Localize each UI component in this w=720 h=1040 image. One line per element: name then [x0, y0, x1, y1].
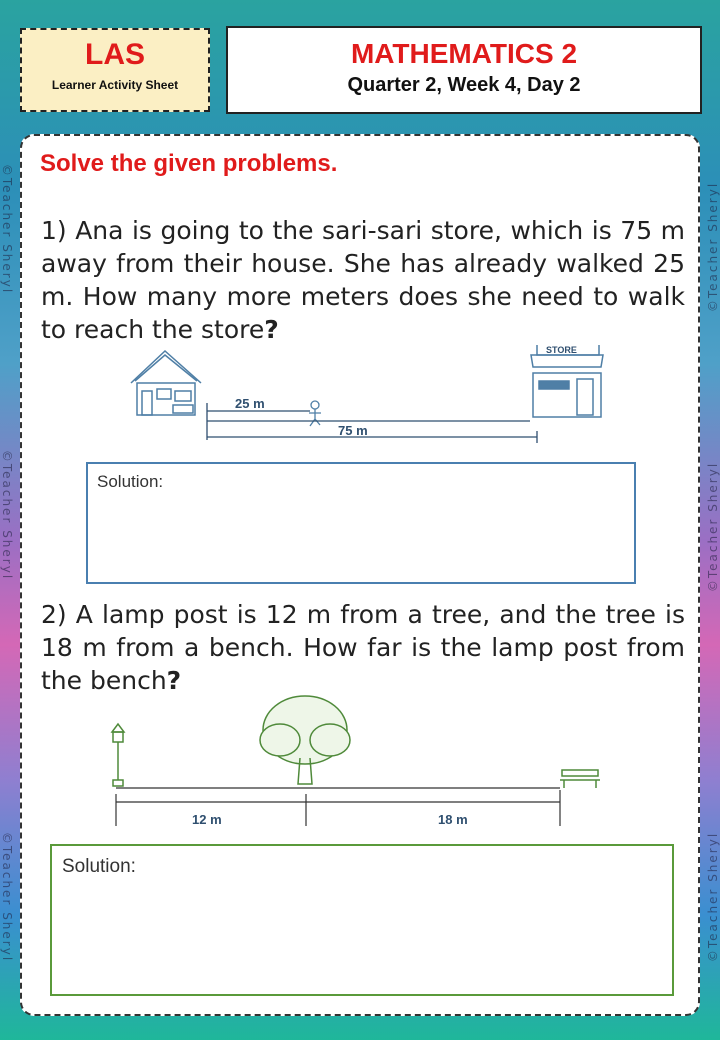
las-title: LAS — [85, 38, 145, 71]
store-sign: STORE — [546, 345, 577, 355]
las-subtitle: Learner Activity Sheet — [51, 78, 179, 92]
tree-icon — [260, 696, 350, 784]
walking-child-icon — [309, 401, 321, 426]
instructions-heading: Solve the given problems. — [40, 150, 338, 177]
distance-lines-2 — [116, 788, 560, 826]
store-icon — [531, 345, 603, 417]
problem-1-diagram — [125, 345, 615, 450]
bench-icon — [560, 770, 600, 788]
problem-2-text — [41, 598, 685, 697]
problem-2-diagram — [100, 692, 620, 832]
problem-2-body: 2) A lamp post is 12 m from a tree, and the tree is 18 m from a bench. How far is the lamp post from the bench — [41, 600, 685, 695]
solution-box-2[interactable] — [50, 844, 674, 996]
lamp-post-icon — [112, 724, 124, 786]
solution-2-label: Solution: — [62, 856, 136, 877]
watermark-right-3: ©Teacher Sheryl — [705, 831, 720, 963]
problem-1-qmark: ? — [264, 315, 279, 344]
las-badge — [20, 28, 210, 112]
watermark-right-2: ©Teacher Sheryl — [705, 461, 720, 593]
solution-box-1[interactable] — [86, 462, 636, 584]
watermark-left-3: ©Teacher Sheryl — [0, 831, 15, 963]
label-12m: 12 m — [192, 812, 222, 827]
subject-title: MATHEMATICS 2 — [350, 38, 578, 69]
watermark-left-2: ©Teacher Sheryl — [0, 449, 15, 581]
solution-1-label: Solution: — [97, 472, 164, 491]
house-icon — [131, 351, 201, 415]
watermark-left-1: ©Teacher Sheryl — [0, 163, 15, 295]
problem-1-text — [41, 214, 685, 346]
watermark-right-1: ©Teacher Sheryl — [705, 181, 720, 313]
schedule-label: Quarter 2, Week 4, Day 2 — [347, 74, 581, 96]
label-18m: 18 m — [438, 812, 468, 827]
label-75m: 75 m — [338, 423, 368, 438]
label-25m: 25 m — [235, 396, 265, 411]
problem-2-qmark: ? — [166, 666, 182, 695]
subject-header — [226, 26, 702, 114]
problem-1-body: 1) Ana is going to the sari-sari store, which is 75 m away from their house. She has already walked 25 m. How many more meters does she need to walk to reach the store — [41, 216, 685, 344]
